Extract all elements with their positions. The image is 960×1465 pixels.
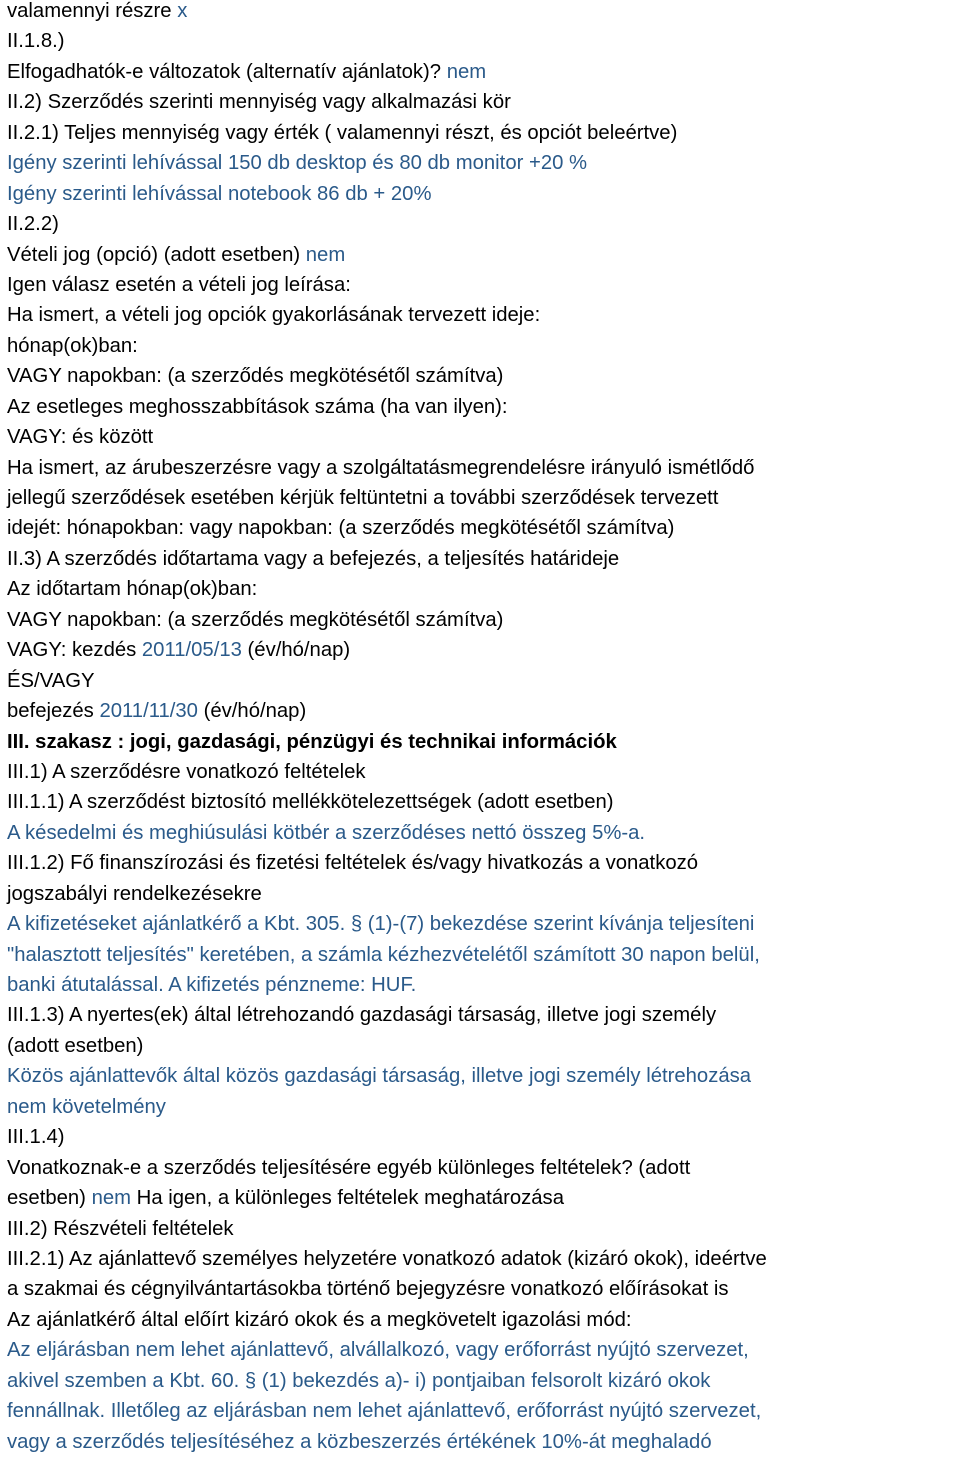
text-line (7, 879, 957, 909)
field-label: Vételi jog (opció) (adott esetben) (7, 243, 306, 266)
field-label: Ha ismert, a vételi jog opciók gyakorlásának tervezett ideje: (7, 304, 541, 327)
field-value: nem (305, 243, 346, 266)
field-value: Igény szerinti lehívással notebook 86 db + 20% (7, 182, 432, 205)
field-label: II.1.8.) (7, 30, 65, 53)
field-value: akivel szemben a Kbt. 60. § (1) bekezdés a)- i) pontjaiban felsorolt kizáró okok (7, 1369, 711, 1392)
text-line (7, 513, 957, 543)
field-label: (év/hó/nap) (197, 700, 307, 723)
field-label: III.1.2) Fő finanszírozási és fizetési feltételek és/vagy hivatkozás a vonatkozó (7, 852, 699, 875)
field-label: (adott esetben) (7, 1034, 144, 1057)
text-line (7, 1061, 957, 1091)
document-body (7, 0, 957, 1457)
text-line (7, 605, 957, 635)
text-line (7, 1000, 957, 1030)
field-label: hónap(ok)ban: (7, 334, 138, 357)
field-value: nem követelmény (7, 1095, 166, 1118)
field-label: ÉS/VAGY (7, 669, 95, 692)
section-heading: III. szakasz : jogi, gazdasági, pénzügyi és technikai információk (7, 730, 617, 753)
field-value: Igény szerinti lehívással 150 db desktop és 80 db monitor +20 % (7, 152, 588, 175)
text-line (7, 1274, 957, 1304)
field-value: vagy a szerződés teljesítéséhez a közbeszerzés értékének 10%-át meghaladó (7, 1430, 712, 1453)
field-label: Igen válasz esetén a vételi jog leírása: (7, 273, 351, 296)
text-line (7, 727, 957, 757)
field-label: jogszabályi rendelkezésekre (7, 882, 262, 905)
field-label: II.2.1) Teljes mennyiség vagy érték ( valamennyi részt, és opciót beleértve) (7, 121, 678, 144)
text-line (7, 1092, 957, 1122)
text-line (7, 635, 957, 665)
field-label: Az esetleges meghosszabbítások száma (ha van ilyen): (7, 395, 508, 418)
field-label: II.3) A szerződés időtartama vagy a befejezés, a teljesítés határideje (7, 547, 620, 570)
text-line (7, 1244, 957, 1274)
text-line (7, 696, 957, 726)
field-label: idejét: hónapokban: vagy napokban: (a szerződés megkötésétől számítva) (7, 517, 675, 540)
text-line (7, 940, 957, 970)
field-label: Vonatkoznak-e a szerződés teljesítésére egyéb különleges feltételek? (adott (7, 1156, 691, 1179)
field-label: Ha igen, a különleges feltételek meghatározása (131, 1187, 564, 1210)
field-value: fennállnak. Illetőleg az eljárásban nem lehet ajánlattevő, erőforrást nyújtó szervezet, (7, 1400, 762, 1423)
field-label: III.2) Részvételi feltételek (7, 1217, 234, 1240)
text-line (7, 331, 957, 361)
field-value: Az eljárásban nem lehet ajánlattevő, alvállalkozó, vagy erőforrást nyújtó szervezet, (7, 1339, 749, 1362)
text-line (7, 1305, 957, 1335)
text-line (7, 26, 957, 56)
text-line (7, 1031, 957, 1061)
field-value: 2011/11/30 (99, 700, 198, 723)
field-label: (év/hó/nap) (241, 639, 351, 662)
text-line (7, 57, 957, 87)
field-label: Az ajánlatkérő által előírt kizáró okok és a megkövetelt igazolási mód: (7, 1308, 632, 1331)
text-line (7, 666, 957, 696)
field-label: esetben) (7, 1187, 92, 1210)
text-line (7, 787, 957, 817)
field-label: Az időtartam hónap(ok)ban: (7, 578, 258, 601)
text-line (7, 87, 957, 117)
text-line (7, 848, 957, 878)
text-line (7, 1153, 957, 1183)
field-value: Közös ajánlattevők által közös gazdasági társaság, illetve jogi személy létrehozása (7, 1065, 752, 1088)
text-line (7, 422, 957, 452)
text-line (7, 300, 957, 330)
text-line (7, 574, 957, 604)
field-label: jellegű szerződések esetében kérjük feltüntetni a további szerződések tervezett (7, 487, 719, 509)
text-line (7, 818, 957, 848)
field-label: III.1.4) (7, 1126, 65, 1149)
text-line (7, 757, 957, 787)
field-value: 2011/05/13 (141, 639, 242, 662)
field-label: VAGY: és között (7, 426, 154, 449)
field-value: nem (91, 1187, 132, 1210)
text-line (7, 179, 957, 209)
text-line (7, 240, 957, 270)
field-label: VAGY napokban: (a szerződés megkötésétől számítva) (7, 365, 504, 388)
text-line (7, 148, 957, 178)
field-label: befejezés (7, 700, 100, 723)
field-value: "halasztott teljesítés" keretében, a számla kézhezvételétől számított 30 napon belül, (7, 943, 760, 966)
field-label: Ha ismert, az árubeszerzésre vagy a szolgáltatásmegrendelésre irányuló ismétlődő (7, 456, 755, 479)
text-line (7, 544, 957, 574)
text-line (7, 209, 957, 239)
field-label: III.1.1) A szerződést biztosító mellékkötelezettségek (adott esetben) (7, 791, 614, 814)
text-line (7, 1335, 957, 1365)
field-value: banki átutalással. A kifizetés pénzneme: HUF. (7, 974, 417, 996)
field-label: II.2.2) (7, 213, 59, 236)
field-label: valamennyi részre (7, 0, 178, 22)
text-line (7, 361, 957, 391)
field-value: A késedelmi és meghiúsulási kötbér a szerződéses nettó összeg 5%-a. (7, 821, 646, 844)
field-label: Elfogadhatók-e változatok (alternatív ajánlatok)? (7, 60, 447, 83)
text-line (7, 0, 957, 26)
text-line (7, 1427, 957, 1457)
text-line (7, 392, 957, 422)
text-line (7, 453, 957, 483)
text-line (7, 1183, 957, 1213)
text-line (7, 483, 957, 513)
field-value: nem (446, 60, 487, 83)
field-label: a szakmai és cégnyilvántartásokba történő bejegyzésre vonatkozó előírásokat is (7, 1278, 729, 1301)
text-line (7, 118, 957, 148)
field-label: III.2.1) Az ajánlattevő személyes helyzetére vonatkozó adatok (kizáró okok), ideértve (7, 1247, 767, 1270)
field-label: VAGY: kezdés (7, 639, 142, 662)
field-value: x (177, 0, 188, 22)
text-line (7, 270, 957, 300)
text-line (7, 909, 957, 939)
text-line (7, 1122, 957, 1152)
field-label: III.1.3) A nyertes(ek) által létrehozandó gazdasági társaság, illetve jogi személy (7, 1004, 717, 1027)
field-label: III.1) A szerződésre vonatkozó feltételek (7, 760, 366, 783)
text-line (7, 1366, 957, 1396)
field-value: A kifizetéseket ajánlatkérő a Kbt. 305. § (1)-(7) bekezdése szerint kívánja teljesíteni (7, 913, 755, 936)
text-line (7, 970, 957, 1000)
field-label: VAGY napokban: (a szerződés megkötésétől számítva) (7, 608, 504, 631)
field-label: II.2) Szerződés szerinti mennyiség vagy alkalmazási kör (7, 91, 511, 114)
text-line (7, 1214, 957, 1244)
text-line (7, 1396, 957, 1426)
